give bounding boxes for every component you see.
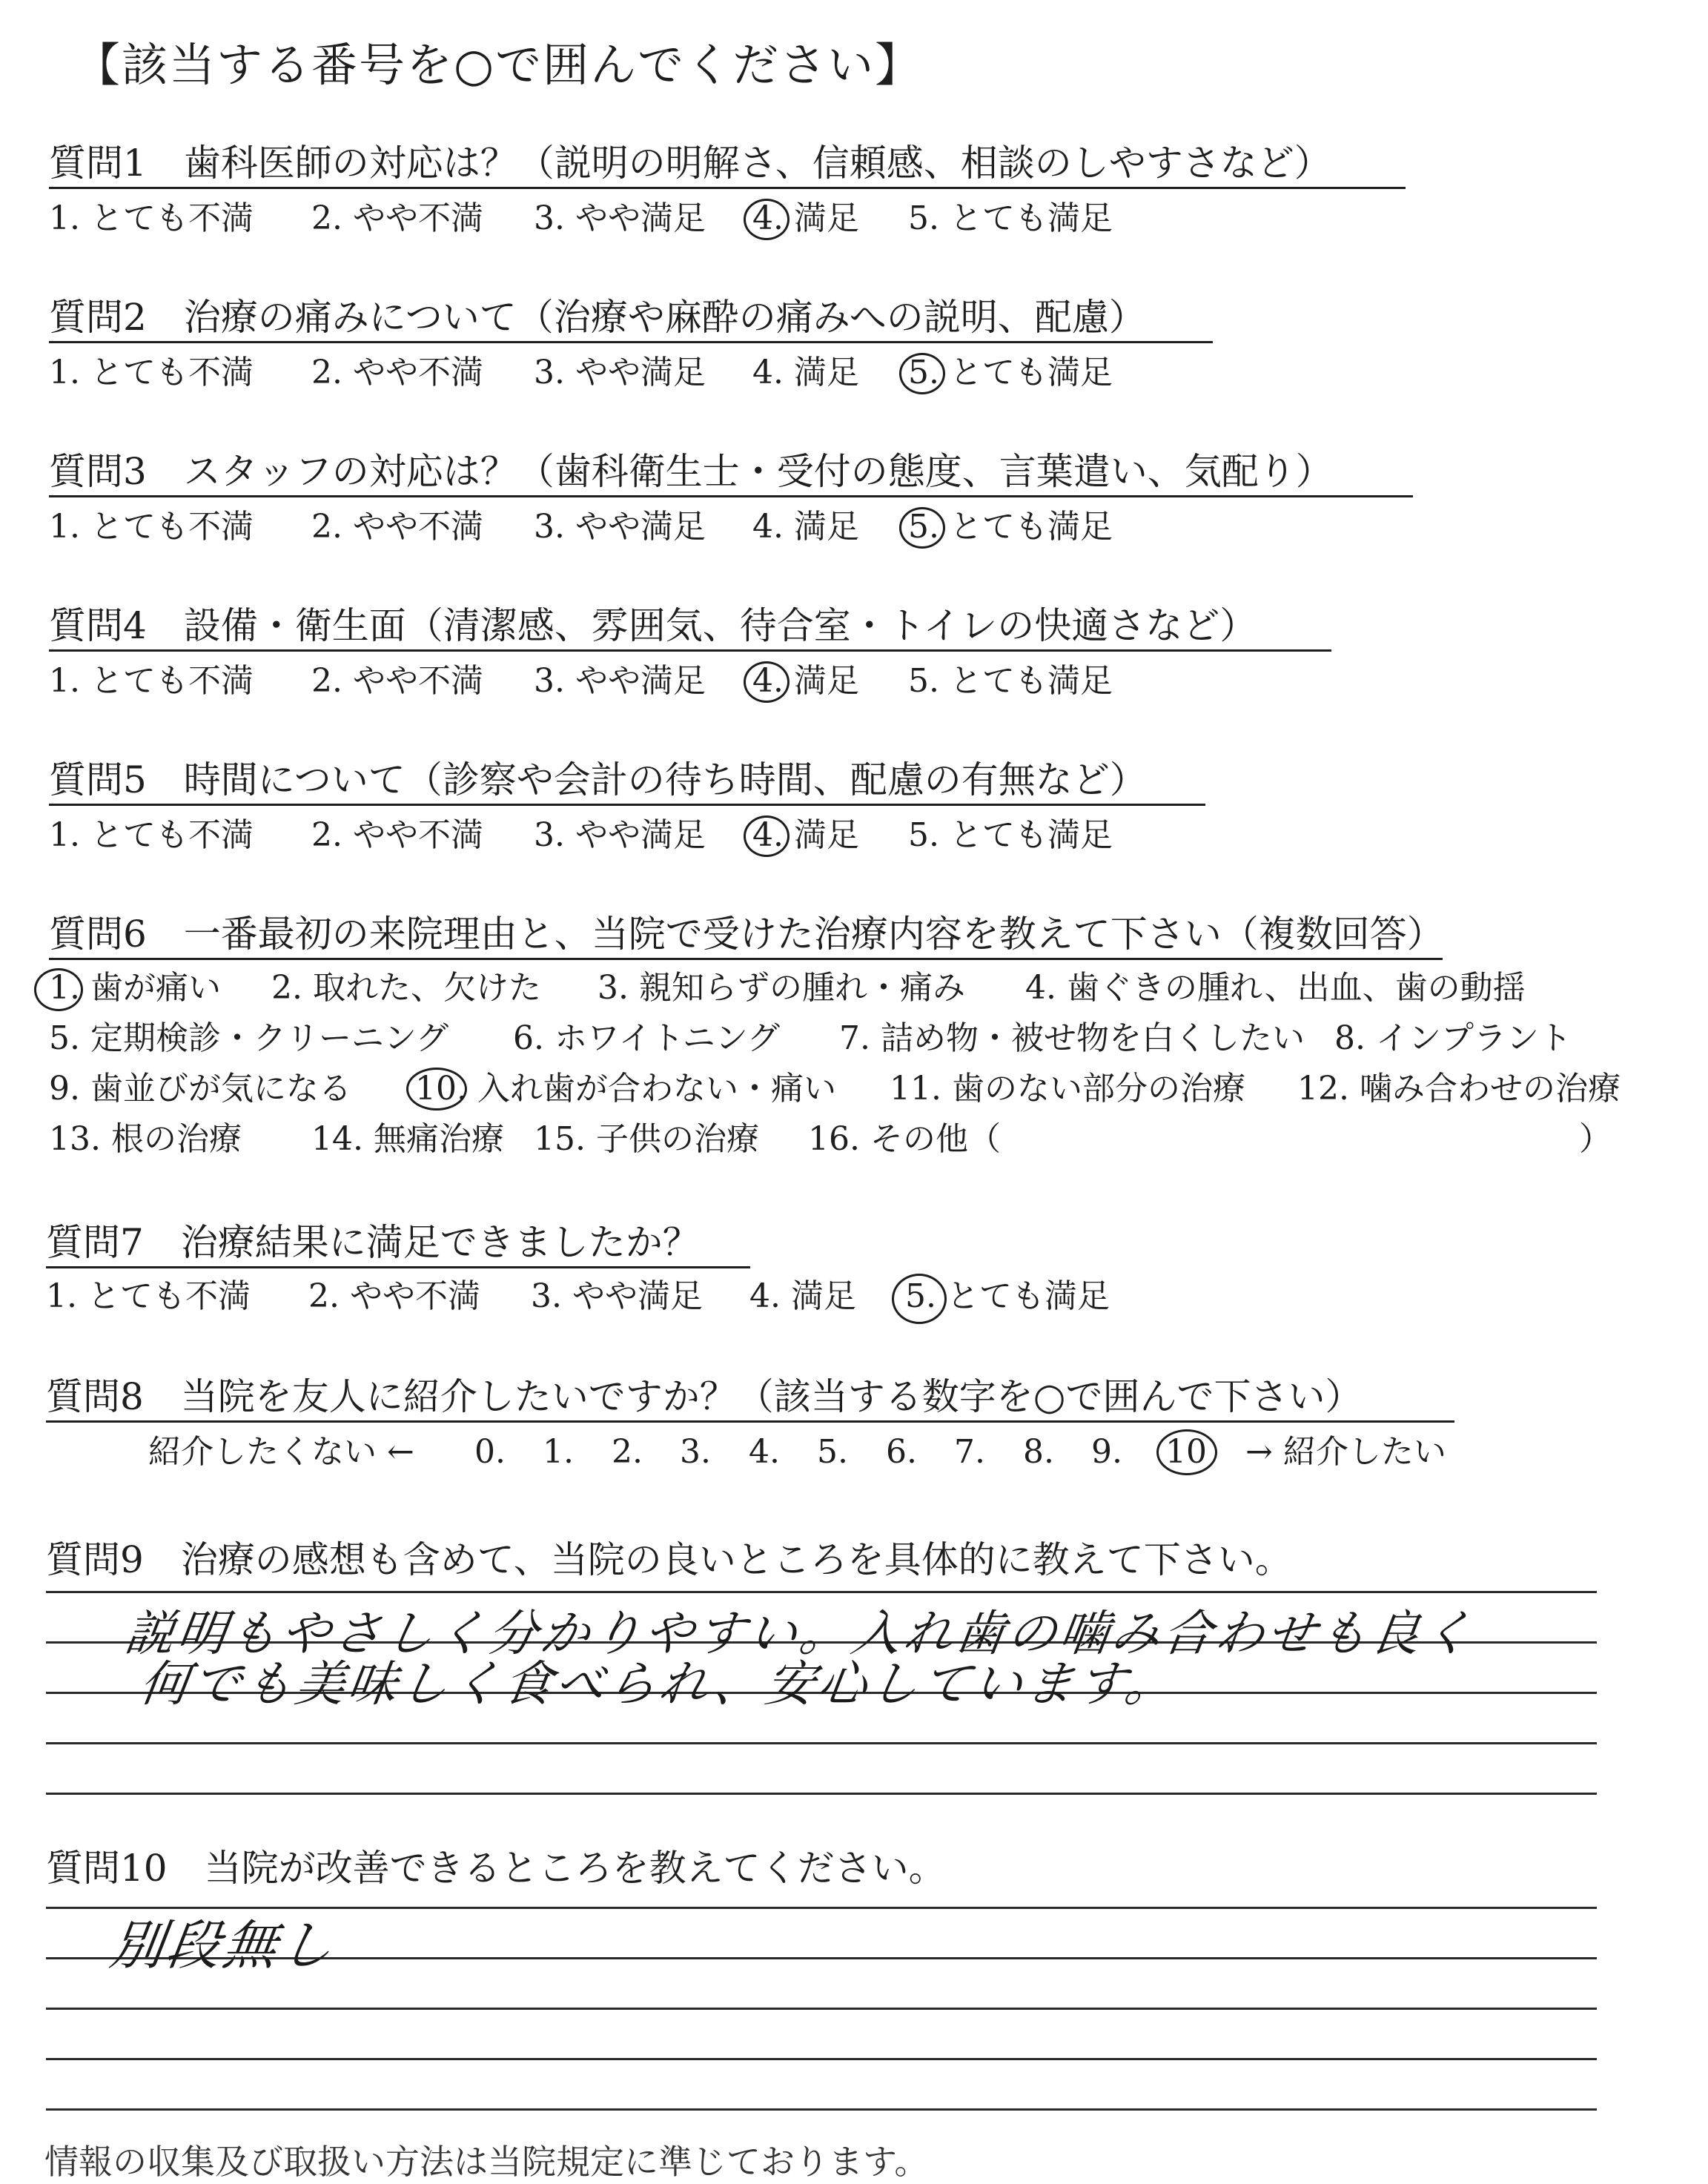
option-3[interactable]: 3. やや満足 xyxy=(534,662,706,700)
question-heading: 質問7 治療結果に満足できましたか？ xyxy=(46,1221,700,1264)
option-3[interactable]: 3. やや満足 xyxy=(534,508,706,546)
ruled-line xyxy=(46,1742,1597,1744)
scale-0[interactable]: 0. xyxy=(474,1433,506,1471)
q6-option-7[interactable]: 7. 詰め物・被せ物を白くしたい xyxy=(839,1019,1305,1057)
scale-8[interactable]: 8. xyxy=(1023,1433,1054,1471)
handwritten-answer-line-1: 別段無し xyxy=(106,1914,341,1976)
question-heading: 質問4 設備・衛生面（清潔感、雰囲気、待合室・トイレの快適さなど） xyxy=(49,604,1257,647)
handwritten-answer-line-1: 説明もやさしく分かりやすい。入れ歯の噛み合わせも良く xyxy=(121,1605,1479,1662)
q6-option-9[interactable]: 9. 歯並びが気になる xyxy=(49,1070,351,1108)
q6-option-11[interactable]: 11. 歯のない部分の治療 xyxy=(890,1070,1245,1108)
option-1[interactable]: 1. とても不満 xyxy=(49,354,254,391)
ruled-line xyxy=(46,2108,1597,2111)
option-3[interactable]: 3. やや満足 xyxy=(534,816,706,854)
heading-underline xyxy=(49,341,1213,343)
question-heading: 質問3 スタッフの対応は？（歯科衛生士・受付の態度、言葉遣い、気配り） xyxy=(49,450,1333,493)
option-5[interactable]: 5. とても満足 xyxy=(908,199,1113,237)
scale-9[interactable]: 9. xyxy=(1091,1433,1122,1471)
q6-option-14[interactable]: 14. 無痛治療 xyxy=(311,1120,504,1158)
option-1[interactable]: 1. とても不満 xyxy=(49,662,254,700)
q6-option-12[interactable]: 12. 噛み合わせの治療 xyxy=(1297,1070,1621,1108)
scale-right-label: → 紹介したい xyxy=(1245,1433,1446,1471)
option-3[interactable]: 3. やや満足 xyxy=(534,199,706,237)
question-heading: 質問6 一番最初の来院理由と、当院で受けた治療内容を教えて下さい（複数回答） xyxy=(49,913,1444,956)
q6-option-3[interactable]: 3. 親知らずの腫れ・痛み xyxy=(598,969,965,1007)
option-2[interactable]: 2. やや不満 xyxy=(311,354,483,391)
selection-circle xyxy=(744,661,790,703)
question-heading: 質問5 時間について（診察や会計の待ち時間、配慮の有無など） xyxy=(49,758,1147,801)
option-1[interactable]: 1. とても不満 xyxy=(49,508,254,546)
question-heading: 質問1 歯科医師の対応は？（説明の明解さ、信頼感、相談のしやすさなど） xyxy=(49,142,1331,185)
q6-option-10[interactable]: 10. 入れ歯が合わない・痛い xyxy=(415,1070,836,1108)
selection-circle xyxy=(1156,1429,1217,1475)
option-4[interactable]: 4. 満足 xyxy=(752,199,859,237)
handwritten-answer-line-2: 何でも美味しく食べられ、安心しています。 xyxy=(136,1655,1182,1713)
q6-option-13[interactable]: 13. 根の治療 xyxy=(49,1120,242,1158)
q6-option-5[interactable]: 5. 定期検診・クリーニング xyxy=(49,1019,449,1057)
option-3[interactable]: 3. やや満足 xyxy=(531,1277,703,1315)
scale-1[interactable]: 1. xyxy=(543,1433,574,1471)
q6-option-16-close: ） xyxy=(1579,1120,1612,1158)
heading-underline xyxy=(49,495,1413,497)
selection-circle xyxy=(899,507,945,549)
heading-underline xyxy=(46,1266,750,1268)
selection-circle xyxy=(744,815,790,857)
question-heading: 質問9 治療の感想も含めて、当院の良いところを具体的に教えて下さい。 xyxy=(46,1538,1292,1581)
ruled-line xyxy=(46,1591,1597,1593)
option-3[interactable]: 3. やや満足 xyxy=(534,354,706,391)
option-4[interactable]: 4. 満足 xyxy=(752,508,859,546)
heading-underline xyxy=(49,187,1406,189)
q6-option-6[interactable]: 6. ホワイトニング xyxy=(513,1019,781,1057)
heading-underline xyxy=(49,804,1205,806)
scale-left-label: 紹介したくない ← xyxy=(148,1433,414,1471)
scale-6[interactable]: 6. xyxy=(886,1433,917,1471)
question-heading: 質問8 当院を友人に紹介したいですか？（該当する数字を○で囲んで下さい） xyxy=(46,1375,1363,1418)
scale-4[interactable]: 4. xyxy=(749,1433,780,1471)
selection-circle xyxy=(406,1068,467,1111)
heading-underline xyxy=(49,649,1331,652)
q6-option-8[interactable]: 8. インプラント xyxy=(1334,1019,1572,1057)
option-2[interactable]: 2. やや不満 xyxy=(311,662,483,700)
scale-5[interactable]: 5. xyxy=(817,1433,848,1471)
question-heading: 質問10 当院が改善できるところを教えてください。 xyxy=(46,1847,946,1890)
q6-option-15[interactable]: 15. 子供の治療 xyxy=(534,1120,759,1158)
option-5[interactable]: 5. とても満足 xyxy=(908,354,1113,391)
selection-circle xyxy=(34,968,83,1011)
option-2[interactable]: 2. やや不満 xyxy=(311,816,483,854)
scale-2[interactable]: 2. xyxy=(612,1433,643,1471)
option-4[interactable]: 4. 満足 xyxy=(749,1277,856,1315)
scale-3[interactable]: 3. xyxy=(680,1433,711,1471)
q6-option-1[interactable]: 1. 歯が痛い xyxy=(49,969,221,1007)
option-5[interactable]: 5. とても満足 xyxy=(908,662,1113,700)
scale-7[interactable]: 7. xyxy=(954,1433,985,1471)
question-heading: 質問2 治療の痛みについて（治療や麻酔の痛みへの説明、配慮） xyxy=(49,296,1146,339)
option-1[interactable]: 1. とても不満 xyxy=(49,816,254,854)
option-5[interactable]: 5. とても満足 xyxy=(905,1277,1110,1315)
ruled-line xyxy=(46,2058,1597,2060)
ruled-line xyxy=(46,1793,1597,1795)
selection-circle xyxy=(892,1274,947,1324)
heading-underline xyxy=(46,1420,1454,1423)
option-5[interactable]: 5. とても満足 xyxy=(908,816,1113,854)
scale-10[interactable]: 10 xyxy=(1165,1433,1207,1471)
option-4[interactable]: 4. 満足 xyxy=(752,662,859,700)
option-4[interactable]: 4. 満足 xyxy=(752,816,859,854)
page-title: 【該当する番号を○で囲んでください】 xyxy=(74,38,923,92)
option-1[interactable]: 1. とても不満 xyxy=(49,199,254,237)
selection-circle xyxy=(744,199,790,240)
option-1[interactable]: 1. とても不満 xyxy=(46,1277,251,1315)
option-2[interactable]: 2. やや不満 xyxy=(311,508,483,546)
q6-option-2[interactable]: 2. 取れた、欠けた xyxy=(271,969,541,1007)
option-5[interactable]: 5. とても満足 xyxy=(908,508,1113,546)
option-4[interactable]: 4. 満足 xyxy=(752,354,859,391)
option-2[interactable]: 2. やや不満 xyxy=(311,199,483,237)
q6-option-16[interactable]: 16. その他（ xyxy=(808,1120,1001,1158)
ruled-line xyxy=(46,2008,1597,2010)
heading-underline xyxy=(49,958,1443,960)
footer-note: 情報の収集及び取扱い方法は当院規定に準じております。 xyxy=(44,2142,929,2182)
q6-option-4[interactable]: 4. 歯ぐきの腫れ、出血、歯の動揺 xyxy=(1025,969,1526,1007)
selection-circle xyxy=(899,353,945,394)
option-2[interactable]: 2. やや不満 xyxy=(308,1277,480,1315)
